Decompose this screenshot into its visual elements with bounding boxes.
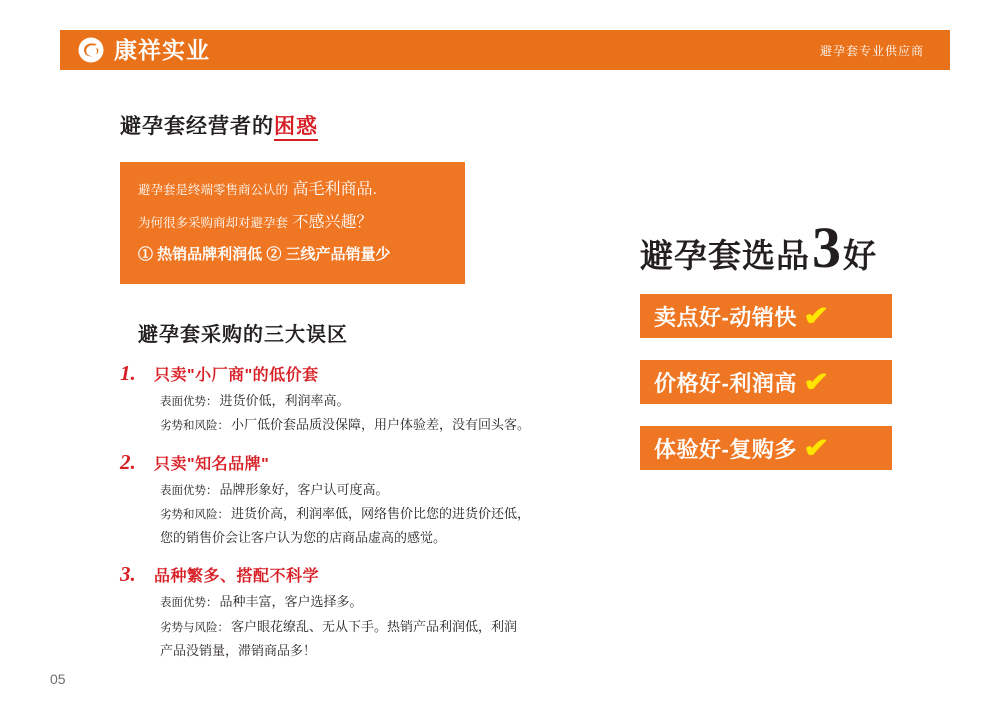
section2-title-highlight: 三大误区 xyxy=(264,324,348,347)
benefit-bar-1 xyxy=(640,294,892,338)
right-column xyxy=(640,215,940,492)
page-header xyxy=(60,30,950,70)
section-title-confusion xyxy=(120,110,590,140)
item-number: 1. xyxy=(120,361,136,386)
section-title-mistakes xyxy=(138,318,590,347)
item-pro-row xyxy=(160,592,590,612)
item-con-label: 劣势和风险： xyxy=(160,508,229,521)
benefit-bar-list xyxy=(640,294,940,470)
callout-line-2-large: 不感兴趣？ xyxy=(292,214,373,232)
item-con-row xyxy=(160,617,590,637)
callout-line-1-large: 高毛利商品. xyxy=(292,181,377,198)
item-con-label: 劣势与风险： xyxy=(160,621,229,634)
item-pro-text: 进货价低，利润率高。 xyxy=(219,393,350,409)
item-title: 品种繁多、搭配不科学 xyxy=(154,568,320,586)
item-pro-label: 表面优势： xyxy=(160,396,218,409)
item-body xyxy=(160,480,590,549)
item-con-text: 小厂低价套品质没保障，用户体验差，没有回头客。 xyxy=(231,417,531,433)
callout-line-1 xyxy=(138,178,447,201)
list-item xyxy=(120,450,590,549)
item-number: 3. xyxy=(120,562,136,587)
section2-title-prefix: 避孕套采购的 xyxy=(138,324,264,347)
item-head xyxy=(120,450,590,475)
page-number: 05 xyxy=(50,671,66,687)
benefit-bar-3-label: 体验好-复购多 xyxy=(654,436,797,462)
right-title-suffix: 好 xyxy=(843,237,877,274)
check-icon: ✔ xyxy=(803,366,830,397)
item-body xyxy=(160,391,590,436)
benefit-bar-3 xyxy=(640,426,892,470)
callout-line-2 xyxy=(138,211,447,234)
callout-box xyxy=(120,162,465,284)
section-title-prefix: 避孕套经营者的 xyxy=(120,115,274,138)
right-title-prefix: 避孕套选品 xyxy=(640,237,810,274)
list-item xyxy=(120,361,590,436)
benefit-bar-2 xyxy=(640,360,892,404)
item-head xyxy=(120,361,590,386)
callout-line-3: ① 热销品牌利润低 ② 三线产品销量少 xyxy=(138,246,391,264)
item-body xyxy=(160,592,590,661)
item-head xyxy=(120,562,590,587)
spiral-logo-icon xyxy=(78,37,104,63)
header-tagline: 避孕套专业供应商 xyxy=(819,43,924,58)
item-con-text: 进货价高，利润率低，网络售价比您的进货价还低， xyxy=(231,505,531,521)
item-pro-row xyxy=(160,480,590,500)
item-con-row xyxy=(160,415,590,435)
check-icon: ✔ xyxy=(803,432,830,463)
item-pro-row xyxy=(160,391,590,411)
item-con-text: 客户眼花缭乱、无从下手。热销产品利润低，利润 xyxy=(231,618,518,634)
right-title-number: 3 xyxy=(812,215,841,280)
item-number: 2. xyxy=(120,449,136,474)
section-title-highlight: 困惑 xyxy=(274,115,318,141)
item-con-label: 劣势和风险： xyxy=(160,420,229,433)
left-column xyxy=(120,110,590,675)
item-pro-text: 品种丰富，客户选择多。 xyxy=(219,594,363,610)
callout-line-1-small: 避孕套是终端零售商公认的 xyxy=(138,183,289,197)
mistake-list xyxy=(120,361,590,661)
item-con-row xyxy=(160,504,590,524)
list-item xyxy=(120,562,590,661)
callout-line-2-small: 为何很多采购商却对避孕套 xyxy=(138,216,289,231)
right-title xyxy=(640,215,940,280)
item-pro-label: 表面优势： xyxy=(160,597,218,610)
item-con-text-cont: 产品没销量，滞销商品多！ xyxy=(160,642,317,658)
item-pro-text: 品牌形象好，客户认可度高。 xyxy=(219,481,389,497)
brand-name: 康祥实业 xyxy=(114,36,210,63)
benefit-bar-2-label: 价格好-利润高 xyxy=(654,370,797,396)
item-pro-label: 表面优势： xyxy=(160,484,218,497)
item-title: 只卖"小厂商"的低价套 xyxy=(154,367,319,385)
benefit-bar-1-label: 卖点好-动销快 xyxy=(654,304,797,330)
item-title: 只卖"知名品牌" xyxy=(154,455,270,473)
check-icon: ✔ xyxy=(803,300,830,331)
item-con-text-cont: 您的销售价会让客户认为您的店商品虚高的感觉。 xyxy=(160,530,447,546)
